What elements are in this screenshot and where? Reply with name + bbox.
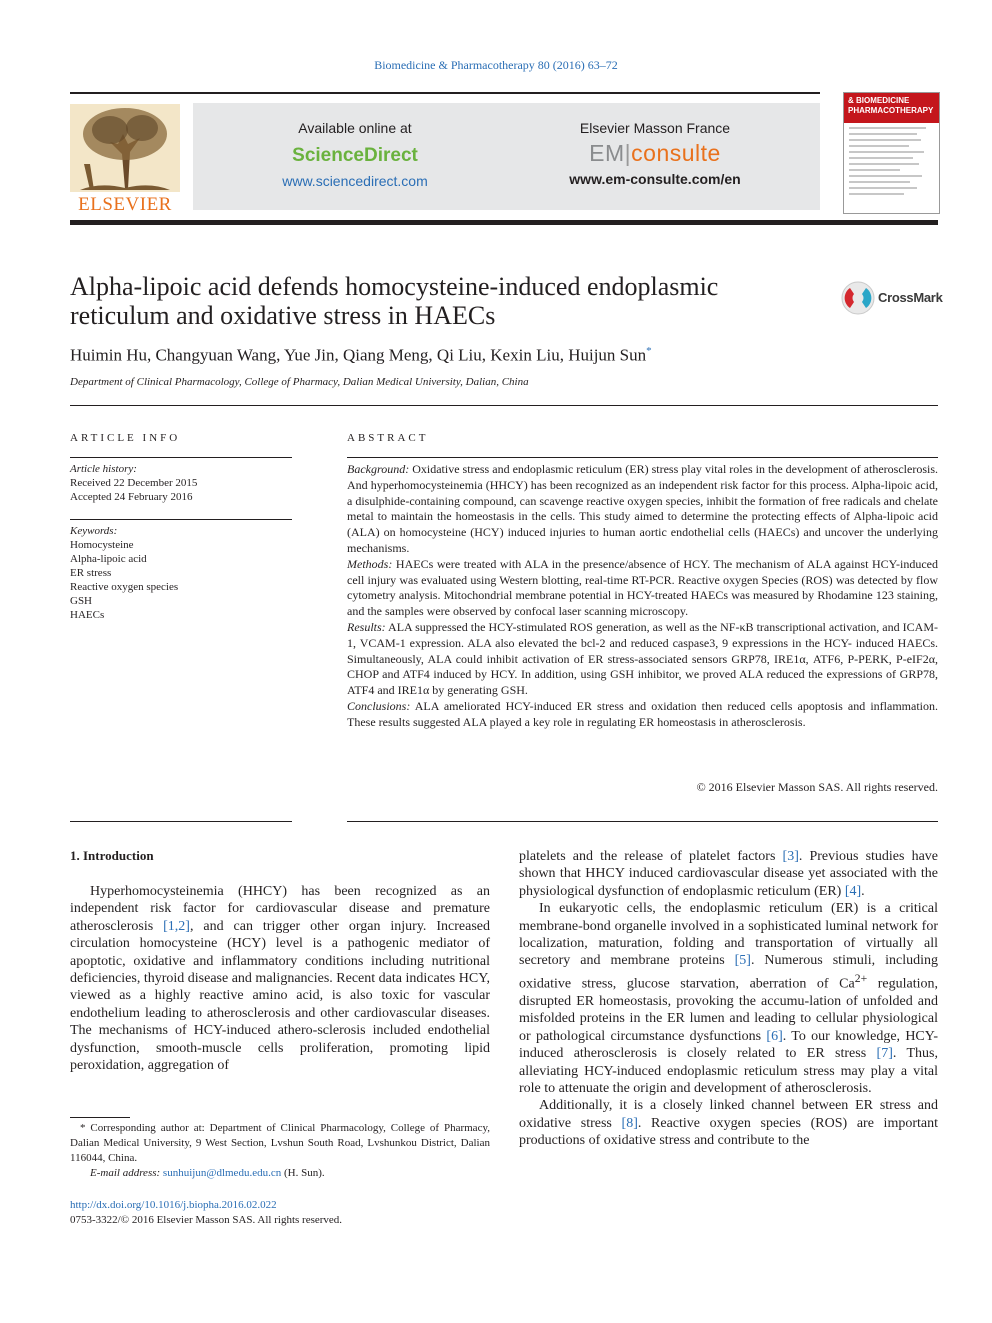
calcium-superscript: 2+ [854,971,868,985]
received-date: Received 22 December 2015 [70,477,198,489]
history-label: Article history: [70,463,137,475]
email-link[interactable]: sunhuijun@dlmedu.edu.cn [162,1167,282,1179]
citation-link[interactable]: [7] [876,1046,893,1062]
methods-text: HAECs were treated with ALA in the presence/absence of HCY. The mechanism of ALA against HCY-induced cell injury was evaluated using Western blotting, real-time RT-PCR. Reactive oxygen Species (ROS) was detected by flow cytometry analysis. Mitochondrial membrane potential in HCY-treated HAECs was measured by Rhodamine 123 staining, and the samples were observed by confocal laser scanning microscopy. [347,556,938,619]
keyword-item: Homocysteine [70,539,134,551]
abstract-heading: ABSTRACT [347,432,429,444]
body-rule-right [347,821,938,822]
cover-contents [844,123,939,203]
citation-link[interactable]: [3] [782,849,799,864]
conclusions-label: Conclusions: [347,698,411,713]
intro-text: . Numerous stimuli, including oxidative stress, glucose starvation, aberration of Ca [519,953,938,992]
footnote-rule [70,1117,130,1118]
article-info-heading: ARTICLE INFO [70,432,181,444]
intro-text: Additionally, it is a closely linked channel between ER stress and oxidative stress [519,1098,938,1131]
accepted-date: Accepted 24 February 2016 [70,491,193,503]
email-label: E-mail address: [90,1167,161,1179]
intro-paragraph [519,1097,938,1149]
article-history [70,462,292,504]
citation-link[interactable]: [6] [766,1028,783,1044]
abstract-results [347,620,938,699]
introduction-heading: 1. Introduction [70,848,154,863]
abstract-body [347,462,938,731]
header-top-rule [70,92,820,94]
background-text: Oxidative stress and endoplasmic reticulum (ER) stress play vital roles in the development of atherosclerosis. And hyperhomocysteinemia (HHCY) has been recognized as an independent risk factor for this process. Alpha-lipoic acid, a disulphide-containing compound, can scavenge reactive oxygen species, inhibit the formation of free radicals and chelate metal to maintain the homeostasis in the cells. This study aimed to determine the protecting effects of Alpha-lipoic acid (ALA) on homocysteine (HCY) induced injuries to human aortic endothelial cells (HAECs) and uncover the underlying mechanisms. [347,462,938,555]
keywords-rule [70,519,292,520]
background-label: Background: [347,462,410,476]
em-consulte-logo[interactable]: EM|consulte [589,140,721,166]
article-title: Alpha-lipoic acid defends homocysteine-induced endoplasmic reticulum and oxidative stress in HAECs [70,272,719,330]
sciencedirect-url[interactable]: www.sciencedirect.com [282,173,428,189]
intro-paragraph [519,900,938,1097]
keyword-item: Alpha-lipoic acid [70,553,147,565]
citation-link[interactable]: [1,2] [163,918,190,934]
abstract-rule [347,457,938,458]
body-rule-left [70,821,292,822]
corresponding-author-footnote [70,1121,490,1181]
elsevier-masson-text: Elsevier Masson France [579,120,731,136]
body-column-left [70,883,490,1074]
sciencedirect-block [250,120,460,189]
available-online-text: Available online at [298,120,412,136]
journal-reference-link[interactable]: Biomedicine & Pharmacotherapy 80 (2016) 63–72 [374,58,618,72]
author-list [70,345,652,366]
intro-text: In eukaryotic cells, the endoplasmic reticulum (ER) is a critical membrane-bond organelle involved in a sophisticated luminal network for localization, maturation, folding and transportation of virtually all secretory and membrane proteins [519,901,938,969]
conclusions-text: ALA ameliorated HCY-induced ER stress and oxidation then reduced cells apoptosis and inflammation. These results suggested ALA played a key role in regulating ER homeostasis in atherosclerosis. [347,698,938,729]
footnote-body: Corresponding author at: Department of Clinical Pharmacology, College of Pharmacy, Dalian Medical University, 9 West Section, Lvshun South Road, Lvshunkou District, Dalian 116044, China. [70,1122,490,1164]
citation-link[interactable]: [8] [621,1115,638,1131]
keyword-item: Reactive oxygen species [70,581,179,593]
em-consulte-block [545,120,765,187]
keywords-block [70,524,292,622]
sciencedirect-logo[interactable]: ScienceDirect [292,145,418,166]
intro-text: . Reactive oxygen species (ROS) are important productions of oxidative stress and contribute to the [519,1115,938,1149]
cover-title: & BIOMEDICINE PHARMACOTHERAPY [844,93,939,123]
crossmark-label[interactable]: CrossMark [878,290,943,305]
issn-copyright: 0753-3322/© 2016 Elsevier Masson SAS. All rights reserved. [70,1214,343,1226]
abstract-conclusions [347,699,938,731]
abstract-copyright: © 2016 Elsevier Masson SAS. All rights reserved. [696,780,938,794]
elsevier-wordmark: ELSEVIER [78,194,172,215]
intro-paragraph [519,848,938,900]
intro-text: , and can trigger other organ injury. Increased circulation homocysteine (HCY) level is a pathogenic mediator of apoptotic, oxidative and inflammatory conditions including nutritional deficiencies, thyroid disease and malignancies. Recent data indicates HCY, viewed as a highly reactive amino acid, is also toxic for vascular endothelium leading to atherosclerosis and other cardiovascular diseases. The mechanisms of HCY-induced athero-sclerosis included endothelial dysfunction, smooth-muscle cells proliferation, promoting lipid peroxidation, aggregation of [70,918,490,1074]
intro-text: . Thus, alleviating HCY-induced endoplasmic reticulum stress may play a vital role to attenuate the origin and development of atherosclerosis. [519,1046,939,1096]
abstract-methods [347,557,938,620]
keyword-item: HAECs [70,609,105,621]
authors-text: Huimin Hu, Changyuan Wang, Yue Jin, Qiang Meng, Qi Liu, Kexin Liu, Huijun Sun [70,345,647,365]
results-label: Results: [347,619,386,634]
em-logo-left: EM [589,140,625,166]
footnote-email [70,1166,490,1181]
methods-label: Methods: [347,556,393,571]
em-consulte-url[interactable]: www.em-consulte.com/en [569,171,741,187]
email-suffix: (H. Sun). [281,1167,325,1179]
intro-text: . [861,883,865,899]
header-bottom-rule [70,220,938,225]
keywords-label: Keywords: [70,525,118,537]
intro-text: Hyperhomocysteinemia (HHCY) has been recognized as an independent risk factor for cardiovascular disease and premature atherosclerosis [70,884,490,934]
intro-text: platelets and the release of platelet factors [519,849,783,864]
citation-link[interactable]: [5] [734,953,751,969]
corresponding-author-mark[interactable]: * [646,345,652,357]
article-info-rule [70,457,292,458]
abstract-background [347,462,938,557]
keyword-item: ER stress [70,567,112,579]
affiliation: Department of Clinical Pharmacology, College of Pharmacy, Dalian Medical University, Dalian, China [70,376,529,388]
intro-text: . To our knowledge, HCY-induced atherosclerosis is closely related to ER stress [519,1028,938,1062]
footnote-text [70,1121,490,1166]
keyword-item: GSH [70,595,93,607]
intro-paragraph [70,883,490,1074]
em-logo-right: consulte [631,140,721,166]
doi-link[interactable]: http://dx.doi.org/10.1016/j.biopha.2016.02.022 [70,1199,277,1211]
intro-text: regulation, disrupted ER homeostasis, provoking the accumu-lation of unfolded and misfolded proteins in the ER lumen and leading to cellular physiological or pathological circumstance dysfunctions [519,976,938,1044]
intro-text: . Previous studies have shown that HHCY induced cardiovascular disease yet associated with the physiological dysfunction of endoplasmic reticulum (ER) [519,849,938,899]
citation-link[interactable]: [4] [844,883,862,899]
body-column-right [519,848,938,1150]
journal-cover-thumbnail[interactable] [843,92,940,214]
footnote-star: * [80,1122,86,1134]
affiliation-rule [70,405,938,406]
doi-block [70,1198,342,1228]
results-text: ALA suppressed the HCY-stimulated ROS generation, as well as the NF-κB transcriptional activation, and ICAM-1, VCAM-1 expression. ALA also elevated the bcl-2 and reduced caspase3, 9 expressions in the HCY- induced HAECs. Simultaneously, ALA could inhibit activation of ER stress-associated sensors GRP78, IRE1α, ATF6, P-PERK, P-eIF2α, CHOP and ATF4 induced by HCY. In addition, using GSH inhibitor, we proved ALA reduced the expressions of GRP78, ATF4 and IRE1α by generating GSH. [347,619,938,698]
